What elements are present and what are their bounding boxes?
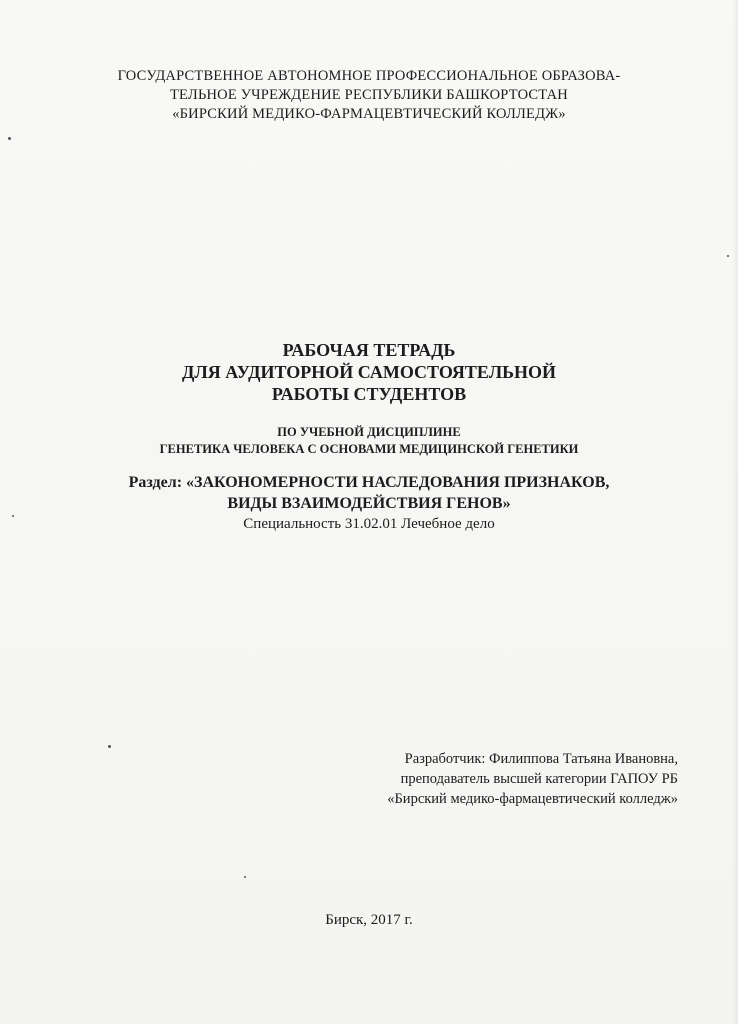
scan-speck (108, 745, 111, 748)
discipline-block (40, 424, 698, 458)
scan-speck (727, 255, 729, 257)
document-title (40, 339, 698, 405)
developer-line-3: «Бирский медико-фармацевтический колледж» (387, 791, 678, 807)
section-line-1: Раздел: «ЗАКОНОМЕРНОСТИ НАСЛЕДОВАНИЯ ПРИЗНАКОВ, (128, 474, 610, 491)
organization-header (20, 67, 718, 124)
organization-line-3: «БИРСКИЙ МЕДИКО-ФАРМАЦЕВТИЧЕСКИЙ КОЛЛЕДЖ» (172, 106, 566, 122)
developer-block (258, 749, 678, 809)
section-line-2: ВИДЫ ВЗАИМОДЕЙСТВИЯ ГЕНОВ» (227, 495, 511, 512)
organization-line-2: ТЕЛЬНОЕ УЧРЕЖДЕНИЕ РЕСПУБЛИКИ БАШКОРТОСТАН (170, 87, 568, 103)
city-year: Бирск, 2017 г. (325, 912, 413, 928)
page-edge-shadow (732, 0, 738, 1024)
specialty-line: Специальность 31.02.01 Лечебное дело (243, 516, 495, 532)
developer-line-1: Разработчик: Филиппова Татьяна Ивановна, (404, 751, 678, 767)
title-line-3: РАБОТЫ СТУДЕНТОВ (271, 384, 467, 404)
scan-speck (12, 515, 14, 517)
scan-speck (8, 137, 11, 140)
discipline-line-1: ПО УЧЕБНОЙ ДИСЦИПЛИНЕ (277, 425, 461, 439)
discipline-line-2: ГЕНЕТИКА ЧЕЛОВЕКА С ОСНОВАМИ МЕДИЦИНСКОЙ ГЕНЕТИКИ (159, 442, 579, 456)
title-line-1: РАБОЧАЯ ТЕТРАДЬ (282, 340, 456, 360)
title-line-2: ДЛЯ АУДИТОРНОЙ САМОСТОЯТЕЛЬНОЙ (181, 362, 557, 382)
organization-line-1: ГОСУДАРСТВЕННОЕ АВТОНОМНОЕ ПРОФЕССИОНАЛЬНОЕ ОБРАЗОВА- (117, 68, 621, 84)
scan-speck (244, 876, 246, 878)
developer-line-2: преподаватель высшей категории ГАПОУ РБ (400, 771, 678, 787)
section-block (40, 472, 698, 514)
